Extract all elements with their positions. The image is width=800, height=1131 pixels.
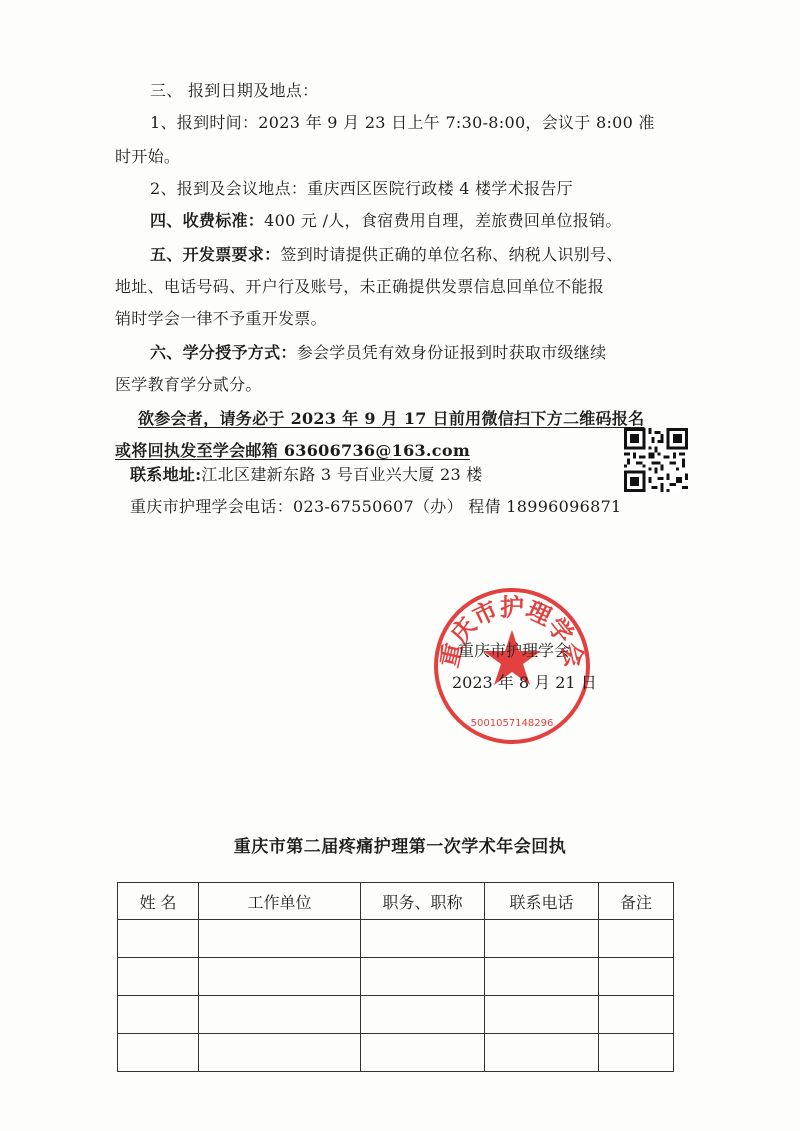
contact-address <box>130 464 483 486</box>
column-name: 姓 名 <box>118 883 199 920</box>
contact-address-label: 联系地址: <box>130 465 202 484</box>
table-cell[interactable] <box>361 920 485 958</box>
section-4-label: 四、收费标准： <box>150 211 265 230</box>
receipt-table <box>117 882 674 1072</box>
section-6-line-2: 医学教育学分贰分。 <box>115 375 262 394</box>
table-cell[interactable] <box>361 1034 485 1072</box>
column-workplace: 工作单位 <box>199 883 361 920</box>
contact-phone: 重庆市护理学会电话：023-67550607（办） 程倩 18996096871 <box>130 497 622 516</box>
table-cell[interactable] <box>599 958 674 996</box>
table-cell[interactable] <box>485 920 599 958</box>
table-row <box>118 996 674 1034</box>
table-row <box>118 920 674 958</box>
receipt-title: 重庆市第二届疼痛护理第一次学术年会回执 <box>233 837 567 857</box>
table-cell[interactable] <box>118 996 199 1034</box>
section-5-line-1 <box>150 244 623 266</box>
registration-notice-line-1: 欲参会者，请务必于 2023 年 9 月 17 日前用微信扫下方二维码报名 <box>138 409 645 428</box>
section-6-label: 六、学分授予方式： <box>150 343 297 362</box>
table-cell[interactable] <box>199 920 361 958</box>
registration-notice-line-2: 或将回执发至学会邮箱 63606736@163.com <box>115 441 471 460</box>
seal-stamp-code: 5001057148296 <box>470 718 554 729</box>
qr-code-icon[interactable] <box>624 428 688 492</box>
table-cell[interactable] <box>599 996 674 1034</box>
receipt-table-header <box>118 883 674 920</box>
section-3-item-1-line-1: 1、报到时间：2023 年 9 月 23 日上午 7:30-8:00，会议于 8:00 准 <box>150 113 655 132</box>
table-cell[interactable] <box>485 958 599 996</box>
table-cell[interactable] <box>361 996 485 1034</box>
section-4-text: 400 元 /人，食宿费用自理，差旅费回单位报销。 <box>264 211 622 230</box>
table-cell[interactable] <box>118 958 199 996</box>
column-remarks: 备注 <box>599 883 674 920</box>
section-5-line-2: 地址、电话号码、开户行及账号，未正确提供发票信息回单位不能报 <box>115 277 605 296</box>
signature-org: 重庆市护理学会 <box>458 641 571 660</box>
column-phone: 联系电话 <box>485 883 599 920</box>
table-cell[interactable] <box>361 958 485 996</box>
section-3-heading: 三、 报到日期及地点： <box>150 81 319 100</box>
table-cell[interactable] <box>599 1034 674 1072</box>
table-cell[interactable] <box>199 996 361 1034</box>
section-5-text-1: 签到时请提供正确的单位名称、纳税人识别号、 <box>280 245 623 264</box>
seal-stamp-text: 重庆市护理学会 <box>434 592 590 671</box>
table-cell[interactable] <box>199 958 361 996</box>
section-5-line-3: 销时学会一律不予重开发票。 <box>115 309 327 328</box>
column-position-title: 职务、职称 <box>361 883 485 920</box>
section-3-item-2: 2、报到及会议地点：重庆西区医院行政楼 4 楼学术报告厅 <box>150 179 573 198</box>
signature-date: 2023 年 8 月 21 日 <box>452 673 597 692</box>
table-row <box>118 1034 674 1072</box>
seal-stamp <box>430 584 594 748</box>
section-6-text-1: 参会学员凭有效身份证报到时获取市级继续 <box>296 343 607 362</box>
contact-address-value: 江北区建新东路 3 号百业兴大厦 23 楼 <box>201 465 483 484</box>
table-cell[interactable] <box>199 1034 361 1072</box>
section-5-label: 五、开发票要求： <box>150 245 281 264</box>
table-cell[interactable] <box>485 996 599 1034</box>
section-4 <box>150 210 622 232</box>
table-cell[interactable] <box>118 920 199 958</box>
table-cell[interactable] <box>485 1034 599 1072</box>
table-cell[interactable] <box>599 920 674 958</box>
section-6-line-1 <box>150 342 606 364</box>
section-3-item-1-line-2: 时开始。 <box>115 147 181 166</box>
table-cell[interactable] <box>118 1034 199 1072</box>
table-row <box>118 958 674 996</box>
